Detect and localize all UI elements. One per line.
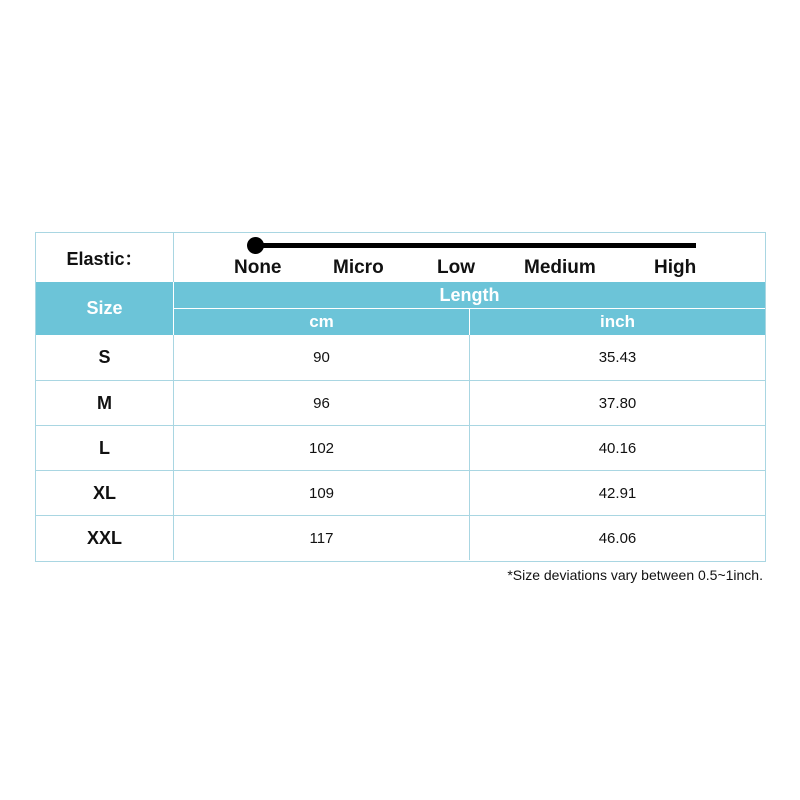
elastic-scale bbox=[174, 233, 765, 282]
cm-cell: 102 bbox=[174, 426, 470, 470]
header-cm: cm bbox=[174, 309, 470, 335]
cm-cell: 109 bbox=[174, 471, 470, 515]
table-body bbox=[36, 335, 765, 561]
cm-cell: 90 bbox=[174, 335, 470, 380]
elastic-scale-line bbox=[256, 243, 696, 248]
elastic-level-none: None bbox=[234, 257, 282, 278]
size-cell: M bbox=[36, 381, 174, 425]
cm-cell: 96 bbox=[174, 381, 470, 425]
table-row bbox=[36, 425, 765, 470]
size-deviation-note: *Size deviations vary between 0.5~1inch. bbox=[507, 567, 763, 583]
elastic-level-medium: Medium bbox=[524, 257, 596, 278]
size-cell: L bbox=[36, 426, 174, 470]
size-cell: XL bbox=[36, 471, 174, 515]
inch-cell: 35.43 bbox=[598, 349, 637, 366]
inch-cell: 40.16 bbox=[598, 439, 637, 457]
inch-cell: 46.06 bbox=[598, 529, 637, 547]
table-row bbox=[36, 380, 765, 425]
size-cell: S bbox=[36, 335, 174, 380]
size-cell: XXL bbox=[36, 516, 174, 560]
inch-cell: 37.80 bbox=[598, 394, 637, 412]
table-row bbox=[36, 515, 765, 560]
elastic-level-high: High bbox=[654, 257, 697, 278]
size-chart bbox=[35, 232, 766, 562]
header-inch: inch bbox=[600, 312, 635, 331]
table-row bbox=[36, 335, 765, 380]
table-row bbox=[36, 470, 765, 515]
table-header bbox=[36, 282, 765, 335]
inch-cell: 42.91 bbox=[598, 484, 637, 502]
elastic-level-low: Low bbox=[437, 257, 475, 278]
elastic-label: Elastic： bbox=[36, 233, 174, 282]
elastic-selected-dot bbox=[247, 237, 264, 254]
elastic-level-micro: Micro bbox=[333, 257, 384, 278]
header-size: Size bbox=[36, 282, 174, 335]
header-length: Length bbox=[174, 282, 765, 309]
cm-cell: 117 bbox=[174, 516, 470, 560]
elastic-row bbox=[36, 233, 765, 283]
